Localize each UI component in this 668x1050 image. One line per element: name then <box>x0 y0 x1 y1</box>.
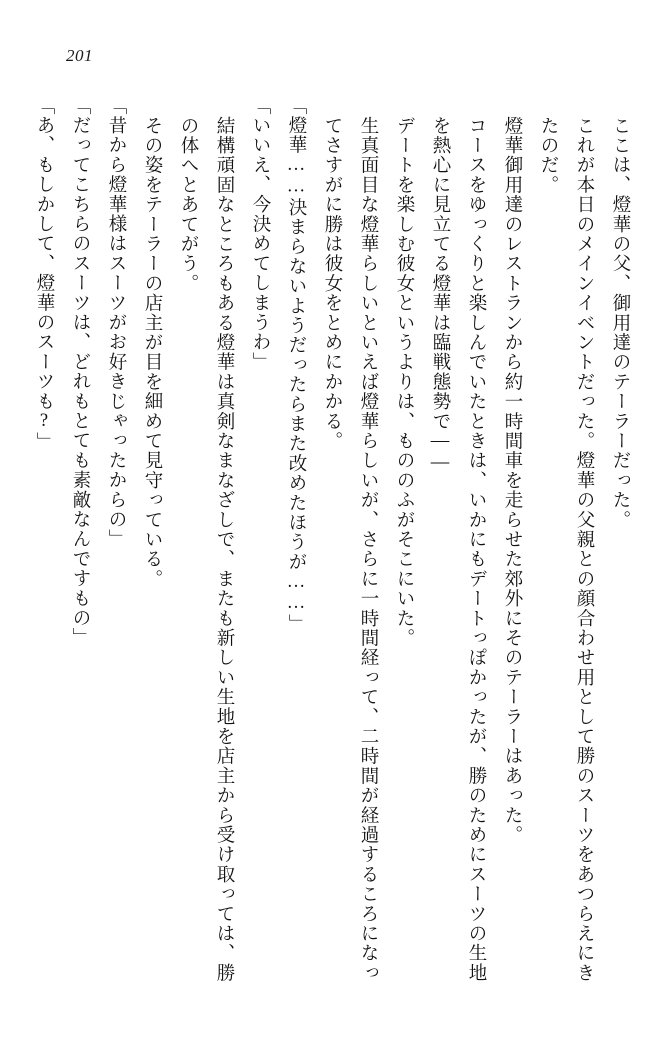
paragraph: 生真面目な燈華らしいといえば燈華らしいが、さらに一時間経って、二時間が経過するころになってさすがに勝は彼女をとめにかかる。 <box>322 116 378 983</box>
vertical-text-body <box>30 96 638 996</box>
paragraph: ここは、燈華の父、御用達のテーラーだった。 <box>610 116 630 530</box>
paragraph: 「昔から燈華様はスーツがお好きじゃったからの」 <box>106 96 126 550</box>
paragraph: 燈華御用達のレストランから約一時間車を走らせた郊外にそのテーラーはあった。 <box>502 116 522 845</box>
paragraph: 「だってこちらのスーツは、どれもとても素敵なんですもの」 <box>70 96 90 648</box>
paragraph: 「あ、もしかして、燈華のスーツも?」 <box>34 96 54 453</box>
paragraph: その姿をテーラーの店主が目を細めて見守っている。 <box>142 116 162 589</box>
paragraph: デートを楽しむ彼女というよりは、もののふがそこにいた。 <box>394 116 414 648</box>
paragraph: コースをゆっくりと楽しんでいたときは、いかにもデートっぽかったが、勝のためにスーツの生地を熱心に見立てる燈華は臨戦態勢で―― <box>430 116 486 983</box>
paragraph: 「いいえ、今決めてしまうわ」 <box>250 96 270 372</box>
paragraph: 結構頑固なところもある燈華は真剣なまなざしで、またも新しい生地を店主から受け取っては、勝の体へとあてがう。 <box>178 116 234 983</box>
paragraph: これが本日のメインイベントだった。燈華の父親との顔合わせ用として勝のスーツをあつらえにきたのだ。 <box>538 116 594 983</box>
page-number: 201 <box>66 46 93 65</box>
paragraph: 「燈華……決まらないようだったらまた改めたほうが……」 <box>286 96 306 634</box>
